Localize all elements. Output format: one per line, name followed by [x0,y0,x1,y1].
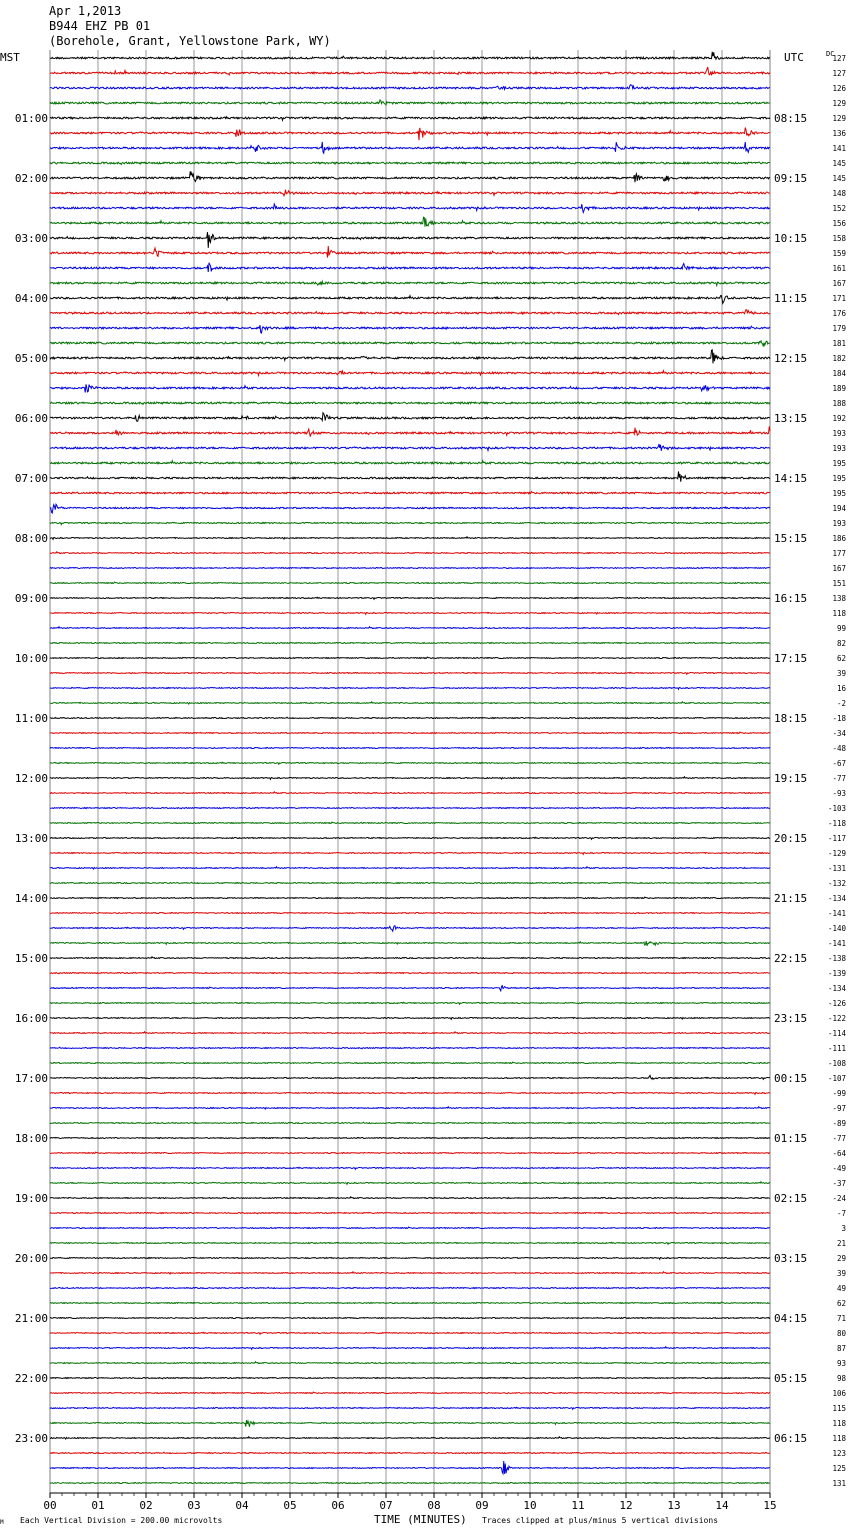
seismogram-trace [50,246,770,257]
seismogram-trace [50,1392,770,1393]
seismogram-trace [50,1182,770,1185]
seismogram-trace [50,552,770,554]
dc-offset-label: 118 [832,609,846,618]
dc-offset-label: 181 [832,339,846,348]
utc-hour-label: 19:15 [774,772,808,785]
dc-offset-label: -117 [827,834,846,843]
seismogram-trace [50,597,770,599]
seismogram-trace [50,792,770,794]
dc-offset-label: 80 [836,1329,846,1338]
dc-offset-label: -48 [832,744,846,753]
x-tick-label: 07 [379,1499,393,1512]
x-tick-label: 04 [235,1499,249,1512]
seismogram-trace [50,1407,770,1409]
seismogram-trace [50,1318,770,1319]
axes [0,50,846,1526]
seismogram-trace [50,1062,770,1063]
mst-hour-label: 17:00 [14,1072,48,1085]
seismogram-trace [50,295,770,303]
mst-hour-label: 21:00 [14,1312,48,1325]
dc-offset-label: 145 [832,174,846,183]
utc-hour-label: 18:15 [774,712,808,725]
seismogram-trace [50,1152,770,1153]
x-tick-label: 08 [427,1499,441,1512]
x-tick-label: 09 [475,1499,489,1512]
x-tick-label: 02 [139,1499,153,1512]
dc-offset-label: -64 [832,1149,846,1158]
dc-offset-label: -2 [836,699,846,708]
dc-offset-label: -114 [827,1029,846,1038]
seismogram-trace [50,413,770,422]
station-label: B944 EHZ PB 01 [49,19,151,33]
x-tick-label: 01 [91,1499,105,1512]
dc-offset-label: -97 [832,1104,846,1113]
dc-offset-label: 177 [832,549,846,558]
utc-hour-label: 13:15 [774,412,808,425]
seismogram-trace [50,1032,770,1034]
x-tick-label: 06 [331,1499,345,1512]
seismogram-trace [50,582,770,583]
dc-offset-label: 192 [832,414,846,423]
seismogram-trace [50,1272,770,1274]
mst-hour-label: 02:00 [14,172,48,185]
seismogram-trace [50,822,770,823]
seismogram-trace [50,426,770,436]
traces [50,52,770,1484]
seismogram-trace [50,1483,770,1484]
seismogram-trace [50,1420,770,1427]
dc-offset-label: -134 [827,984,846,993]
dc-offset-label: -122 [827,1014,846,1023]
mst-hour-label: 23:00 [14,1432,48,1445]
seismogram-trace [50,100,770,105]
utc-hour-label: 21:15 [774,892,808,905]
mst-hour-label: 14:00 [14,892,48,905]
seismogram-trace [50,748,770,749]
seismogram-trace [50,867,770,869]
seismogram-trace [50,128,770,141]
dc-offset-label: 71 [836,1314,846,1323]
seismogram-trace [50,612,770,614]
utc-hour-label: 10:15 [774,232,808,245]
seismogram-trace [50,1437,770,1439]
seismogram-trace [50,232,770,248]
dc-offset-label: 16 [836,684,846,693]
seismogram-trace [50,627,770,629]
seismogram-trace [50,1227,770,1228]
x-tick-label: 12 [619,1499,633,1512]
seismogram-trace [50,837,770,839]
dc-offset-label: 184 [832,369,846,378]
seismogram-trace [50,643,770,644]
seismogram-trace [50,142,770,153]
dc-offset-label: -103 [827,804,846,813]
dc-offset-label: -141 [827,939,846,948]
utc-hour-label: 22:15 [774,952,808,965]
seismogram-trace [50,808,770,809]
utc-hour-label: 01:15 [774,1132,808,1145]
seismogram-trace [50,672,770,674]
dc-offset-label: -139 [827,969,846,978]
mst-hour-label: 16:00 [14,1012,48,1025]
dc-offset-label: 49 [836,1284,846,1293]
seismogram-trace [50,657,770,658]
dc-offset-label: -132 [827,879,846,888]
seismogram-trace [50,973,770,974]
mst-label: MST [0,51,20,64]
dc-offset-label: 194 [832,504,846,513]
mst-hour-label: 11:00 [14,712,48,725]
dc-offset-label: 151 [832,579,846,588]
seismogram-trace [50,1347,770,1350]
seismogram-trace [50,491,770,493]
dc-offset-label: 127 [832,54,846,63]
seismogram-trace [50,1332,770,1334]
dc-offset-label: 195 [832,489,846,498]
dc-offset-label: 193 [832,429,846,438]
seismogram-trace [50,1122,770,1124]
mst-hour-label: 01:00 [14,112,48,125]
seismogram-trace [50,444,770,451]
dc-offset-label: -18 [832,714,846,723]
utc-label: UTC [784,51,804,64]
seismogram-trace [50,1107,770,1109]
dc-offset-label: -49 [832,1164,846,1173]
dc-offset-label: 131 [832,1479,846,1488]
seismogram-trace [50,471,770,481]
utc-hour-label: 17:15 [774,652,808,665]
dc-offset-label: 189 [832,384,846,393]
mst-hour-label: 07:00 [14,472,48,485]
seismogram-trace [50,204,770,212]
dc-offset-label: 99 [836,624,846,633]
dc-offset-label: 193 [832,519,846,528]
x-tick-label: 15 [763,1499,777,1512]
dc-offset-label: 176 [832,309,846,318]
mst-hour-label: 15:00 [14,952,48,965]
mst-hour-label: 12:00 [14,772,48,785]
seismogram-trace [50,1075,770,1079]
seismogram-trace [50,1213,770,1214]
dc-offset-label: 148 [832,189,846,198]
dc-offset-label: 39 [836,669,846,678]
seismogram-trace [50,687,770,689]
utc-hour-label: 04:15 [774,1312,808,1325]
location-label: (Borehole, Grant, Yellowstone Park, WY) [49,34,331,48]
mst-hour-label: 22:00 [14,1372,48,1385]
seismogram-trace [50,852,770,854]
seismogram-trace [50,568,770,569]
dc-offset-label: 21 [836,1239,846,1248]
mst-hour-label: 03:00 [14,232,48,245]
dc-offset-label: 115 [832,1404,846,1413]
dc-offset-label: 118 [832,1434,846,1443]
seismogram-trace [50,325,770,333]
dc-offset-label: 93 [836,1359,846,1368]
dc-offset-label: 82 [836,639,846,648]
seismogram-trace [50,1167,770,1169]
dc-offset-label: -99 [832,1089,846,1098]
dc-offset-label: 158 [832,234,846,243]
utc-hour-label: 02:15 [774,1192,808,1205]
seismogram-trace [50,162,770,164]
dc-offset-label: 182 [832,354,846,363]
dc-offset-label: 171 [832,294,846,303]
mst-hour-label: 13:00 [14,832,48,845]
seismogram-trace [50,384,770,392]
seismogram-trace [50,926,770,931]
seismogram-trace [50,732,770,733]
seismogram-trace [50,263,770,272]
x-tick-label: 14 [715,1499,729,1512]
utc-hour-label: 03:15 [774,1252,808,1265]
seismogram-trace [50,217,770,226]
dc-offset-label: -111 [827,1044,846,1053]
dc-offset-label: 161 [832,264,846,273]
dc-offset-label: -131 [827,864,846,873]
seismogram-trace [50,67,770,75]
mst-hour-label: 04:00 [14,292,48,305]
dc-offset-label: 129 [832,114,846,123]
x-tick-label: 13 [667,1499,681,1512]
dc-offset-label: -108 [827,1059,846,1068]
seismogram-trace [50,897,770,898]
dc-offset-label: 179 [832,324,846,333]
seismogram-trace [50,402,770,404]
dc-offset-label: 167 [832,279,846,288]
seismogram-trace [50,350,770,363]
seismogram-trace [50,171,770,182]
dc-offset-label: -89 [832,1119,846,1128]
dc-offset-label: 145 [832,159,846,168]
dc-offset-label: 138 [832,594,846,603]
dc-offset-label: 136 [832,129,846,138]
seismogram-trace [50,1047,770,1049]
dc-offset-label: -134 [827,894,846,903]
seismogram-trace [50,762,770,764]
seismogram-trace [50,913,770,914]
dc-offset-label: 186 [832,534,846,543]
dc-offset-label: -37 [832,1179,846,1188]
utc-hour-label: 11:15 [774,292,808,305]
x-tick-label: 10 [523,1499,537,1512]
x-tick-label: 05 [283,1499,297,1512]
seismogram-trace [50,882,770,884]
seismogram-trace [50,717,770,719]
dc-offset-label: 195 [832,474,846,483]
seismogram-trace [50,341,770,347]
utc-hour-label: 00:15 [774,1072,808,1085]
dc-offset-label: 87 [836,1344,846,1353]
utc-hour-label: 09:15 [774,172,808,185]
utc-hour-label: 05:15 [774,1372,808,1385]
dc-offset-label: -7 [836,1209,846,1218]
dc-offset-label: 195 [832,459,846,468]
seismogram-trace [50,1362,770,1364]
seismogram-trace [50,537,770,540]
seismogram-trace [50,986,770,991]
utc-hour-label: 20:15 [774,832,808,845]
utc-hour-label: 14:15 [774,472,808,485]
seismogram-trace [50,1452,770,1454]
mst-hour-label: 20:00 [14,1252,48,1265]
utc-hour-label: 06:15 [774,1432,808,1445]
dc-offset-label: 118 [832,1419,846,1428]
seismogram-trace [50,1302,770,1303]
seismogram-trace [50,522,770,524]
utc-hour-label: 23:15 [774,1012,808,1025]
corner-mark: M [0,1519,4,1526]
dc-offset-label: -77 [832,774,846,783]
mst-hour-label: 18:00 [14,1132,48,1145]
seismogram-trace [50,1002,770,1004]
seismogram-trace [50,1242,770,1244]
seismogram-trace [50,1092,770,1094]
dc-offset-label: 188 [832,399,846,408]
dc-offset-label: 29 [836,1254,846,1263]
mst-hour-label: 09:00 [14,592,48,605]
seismogram-trace [50,504,770,513]
mst-hour-label: 06:00 [14,412,48,425]
dc-offset-label: -126 [827,999,846,1008]
dc-offset-label: 123 [832,1449,846,1458]
dc-offset-label: 141 [832,144,846,153]
utc-hour-label: 15:15 [774,532,808,545]
mst-hour-label: 10:00 [14,652,48,665]
seismogram-trace [50,461,770,464]
seismogram-trace [50,310,770,315]
dc-offset-label: -34 [832,729,846,738]
seismogram-trace [50,702,770,704]
utc-hour-label: 16:15 [774,592,808,605]
seismogram-trace [50,941,770,946]
seismogram-trace [50,190,770,196]
x-tick-label: 00 [43,1499,57,1512]
dc-offset-label: 156 [832,219,846,228]
dc-offset-label: -138 [827,954,846,963]
dc-offset-label: 193 [832,444,846,453]
dc-offset-label: -24 [832,1194,846,1203]
dc-header: DC [826,50,835,58]
seismogram-trace [50,1461,770,1474]
mst-hour-label: 19:00 [14,1192,48,1205]
seismogram-trace [50,777,770,780]
seismogram-trace [50,1138,770,1139]
utc-hour-label: 12:15 [774,352,808,365]
dc-offset-label: 152 [832,204,846,213]
mst-hour-label: 05:00 [14,352,48,365]
dc-offset-label: -129 [827,849,846,858]
seismogram-trace [50,52,770,59]
dc-offset-label: 3 [841,1224,846,1233]
seismogram-trace [50,1378,770,1379]
clip-note: Traces clipped at plus/minus 5 vertical divisions [482,1516,719,1525]
seismogram-trace [50,1197,770,1199]
seismogram-trace [50,957,770,959]
dc-offset-label: 62 [836,654,846,663]
seismogram-trace [50,117,770,121]
dc-offset-label: -67 [832,759,846,768]
dc-offset-label: 98 [836,1374,846,1383]
dc-offset-label: -77 [832,1134,846,1143]
seismogram-trace [50,1287,770,1289]
seismogram-trace [50,1257,770,1259]
seismogram-trace [50,1017,770,1019]
dc-offset-label: 106 [832,1389,846,1398]
dc-offset-label: 126 [832,84,846,93]
dc-offset-label: 127 [832,69,846,78]
seismogram-trace [50,281,770,285]
x-tick-label: 11 [571,1499,585,1512]
dc-offset-label: 39 [836,1269,846,1278]
mst-hour-label: 08:00 [14,532,48,545]
dc-offset-label: -141 [827,909,846,918]
seismogram-trace [50,85,770,90]
x-tick-label: 03 [187,1499,201,1512]
dc-offset-label: 129 [832,99,846,108]
date-label: Apr 1,2013 [49,4,122,18]
scale-note: Each Vertical Division = 200.00 microvolts [20,1516,223,1525]
dc-offset-label: -140 [827,924,846,933]
dc-offset-label: 167 [832,564,846,573]
dc-offset-label: -107 [827,1074,846,1083]
dc-offset-label: -93 [832,789,846,798]
dc-offset-label: -118 [827,819,846,828]
dc-offset-label: 125 [832,1464,846,1473]
dc-offset-label: 62 [836,1299,846,1308]
seismogram-trace [50,371,770,376]
utc-hour-label: 08:15 [774,112,808,125]
dc-offset-label: 159 [832,249,846,258]
x-axis-title: TIME (MINUTES) [374,1513,467,1526]
